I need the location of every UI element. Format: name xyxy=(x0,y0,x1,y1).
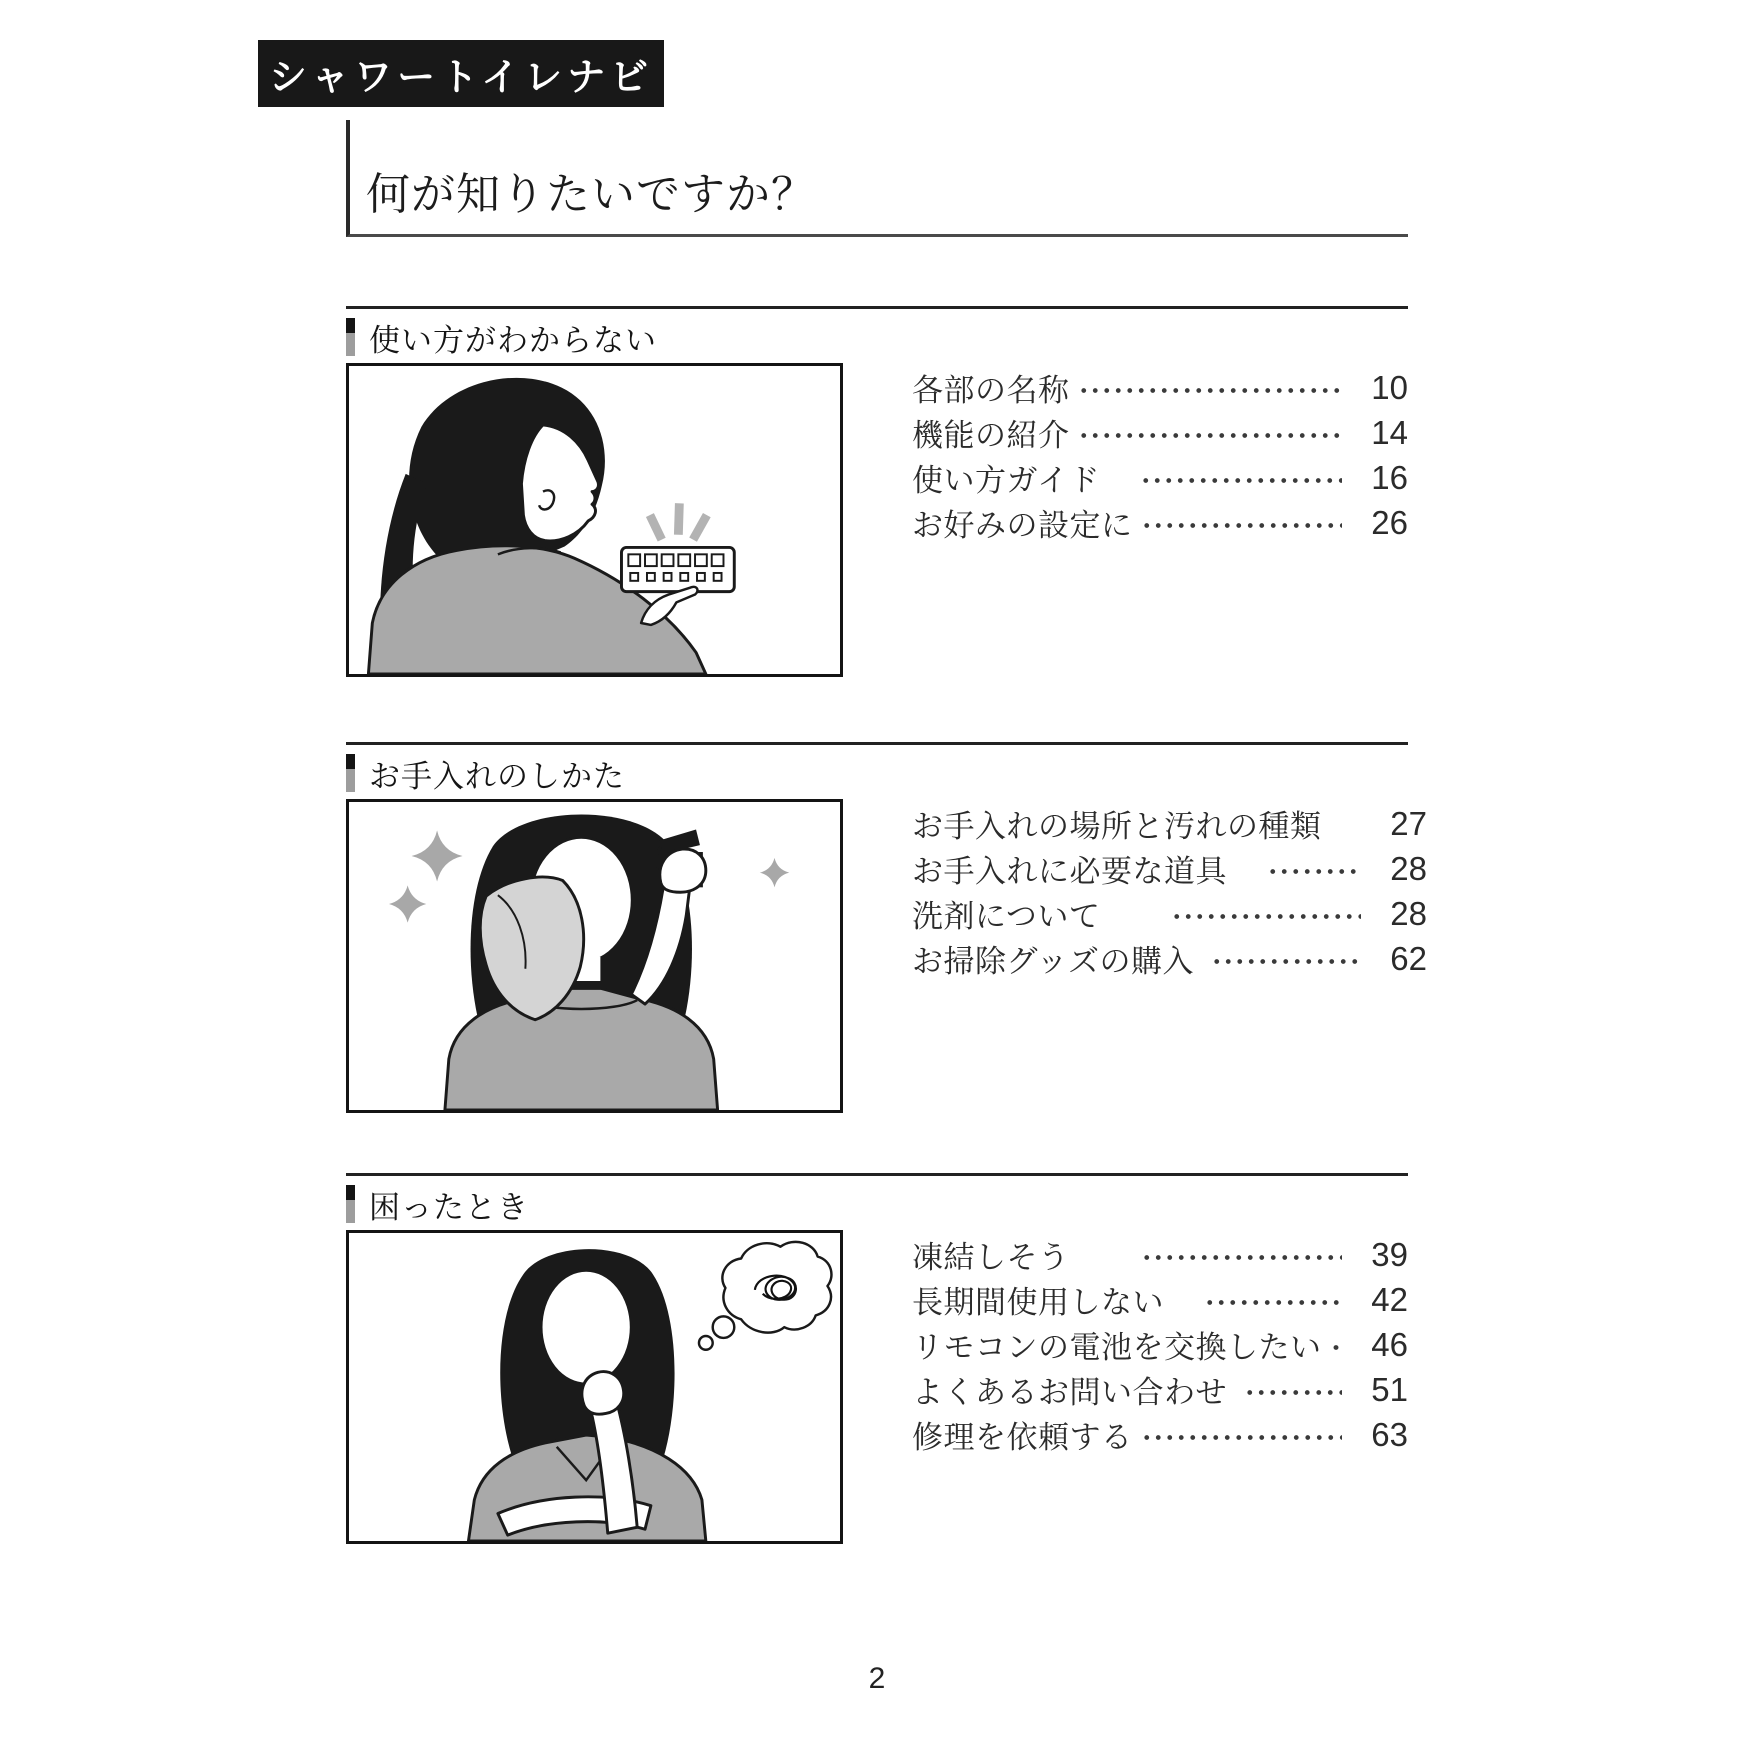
illustration-woman-thinking xyxy=(346,1230,843,1544)
section-trouble-header xyxy=(346,1184,1408,1224)
section-accent-bar xyxy=(346,754,355,792)
section-care-body xyxy=(346,799,1427,1113)
dotted-leader xyxy=(1141,1435,1343,1440)
toc-item-label: 機能の紹介 xyxy=(912,418,1070,453)
section-care xyxy=(346,742,1427,1113)
section-usage-header xyxy=(346,317,1408,357)
section-accent-bar xyxy=(346,318,355,356)
toc-item-label: お好みの設定に xyxy=(912,508,1133,543)
section-usage-title: 使い方がわからない xyxy=(369,322,657,358)
toc-item xyxy=(912,500,1408,545)
page-content xyxy=(346,120,1427,1544)
dotted-leader xyxy=(1267,869,1362,874)
toc-item-page: 27 xyxy=(1390,804,1427,842)
toc-item-page: 28 xyxy=(1390,849,1427,887)
toc-item-page: 46 xyxy=(1371,1325,1408,1363)
toc-item-page: 14 xyxy=(1371,413,1408,451)
section-accent-bar xyxy=(346,1185,355,1223)
toc-item xyxy=(912,936,1427,981)
dotted-leader xyxy=(1330,1345,1343,1350)
toc-item xyxy=(912,801,1427,846)
brand-tag-label: シャワートイレナビ xyxy=(268,57,654,99)
toc-item xyxy=(912,891,1427,936)
toc-item-label: 凍結しそう xyxy=(912,1240,1133,1275)
brand-tag xyxy=(258,40,664,107)
cleaning-illustration-svg xyxy=(349,802,840,1110)
dotted-leader xyxy=(1244,1390,1342,1395)
dotted-leader xyxy=(1211,959,1361,964)
toc-item xyxy=(912,1322,1408,1367)
toc-item-page: 10 xyxy=(1371,368,1408,406)
section-usage-body xyxy=(346,363,1408,677)
remote-control-icon xyxy=(621,547,734,591)
toc-item xyxy=(912,846,1427,891)
toc-item-page: 51 xyxy=(1371,1370,1408,1408)
toc-usage xyxy=(912,363,1408,677)
toc-item-label: お手入れの場所と汚れの種類 xyxy=(912,809,1353,844)
title-block xyxy=(346,120,1408,237)
toc-item-page: 62 xyxy=(1390,939,1427,977)
toc-item-page: 26 xyxy=(1371,503,1408,541)
toc-item xyxy=(912,1412,1408,1457)
section-care-header xyxy=(346,753,1408,793)
toc-item-label: 使い方ガイド xyxy=(912,463,1132,498)
section-usage xyxy=(346,306,1408,677)
toc-item xyxy=(912,1367,1408,1412)
toc-item-label: よくあるお問い合わせ xyxy=(912,1375,1237,1410)
toc-item-label: 洗剤について xyxy=(912,899,1164,934)
thought-bubble-icon xyxy=(699,1242,831,1350)
emphasis-strokes-icon xyxy=(650,503,707,539)
toc-item-page: 16 xyxy=(1371,458,1408,496)
toc-item-label: 各部の名称 xyxy=(912,373,1070,408)
toc-item-page: 28 xyxy=(1390,894,1427,932)
toc-item-page: 63 xyxy=(1371,1415,1408,1453)
section-care-title: お手入れのしかた xyxy=(369,758,625,794)
toc-item-page: 42 xyxy=(1371,1280,1408,1318)
thinking-illustration-svg xyxy=(349,1233,840,1541)
page-number: 2 xyxy=(868,1662,886,1695)
illustration-woman-pointing-at-remote xyxy=(346,363,843,677)
dotted-leader xyxy=(1140,478,1342,483)
dotted-leader xyxy=(1078,433,1343,438)
section-trouble-title: 困ったとき xyxy=(369,1189,529,1225)
toc-care xyxy=(912,799,1427,1113)
toc-item xyxy=(912,455,1408,500)
dotted-leader xyxy=(1078,388,1343,393)
pointing-illustration-svg xyxy=(349,366,840,674)
page-title: 何が知りたいですか？ xyxy=(366,170,816,219)
toc-item-label: お手入れに必要な道具 xyxy=(912,854,1259,889)
toc-item-label: 修理を依頼する xyxy=(912,1420,1133,1455)
toc-item-page: 39 xyxy=(1371,1235,1408,1273)
woman-figure xyxy=(468,1249,705,1541)
dotted-leader xyxy=(1204,1300,1343,1305)
toc-trouble xyxy=(912,1230,1408,1544)
section-trouble-body xyxy=(346,1230,1408,1544)
section-trouble xyxy=(346,1173,1408,1544)
dotted-leader xyxy=(1141,1255,1343,1260)
illustration-woman-cleaning xyxy=(346,799,843,1113)
dotted-leader xyxy=(1141,523,1343,528)
toc-item xyxy=(912,365,1408,410)
dotted-leader xyxy=(1171,914,1361,919)
toc-item-label: お掃除グッズの購入 xyxy=(912,944,1204,979)
toc-item xyxy=(912,1277,1408,1322)
toc-item-label: リモコンの電池を交換したい xyxy=(912,1330,1322,1365)
toc-item xyxy=(912,1232,1408,1277)
toc-item xyxy=(912,410,1408,455)
toc-item-label: 長期間使用しない xyxy=(912,1285,1196,1320)
